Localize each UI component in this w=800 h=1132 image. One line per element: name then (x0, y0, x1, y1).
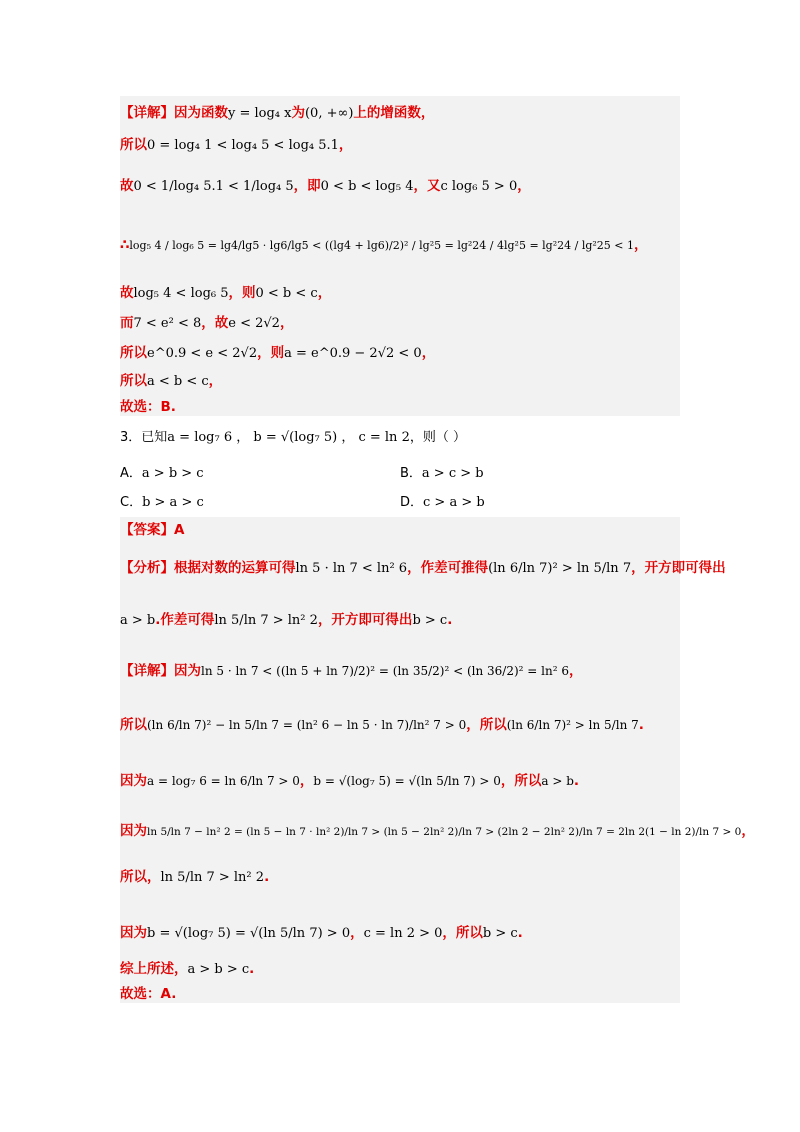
detail-line-7: 所以e^0.9 < e < 2√2，则a = e^0.9 − 2√2 < 0， (120, 345, 436, 361)
detail-line-6: 而7 < e² < 8，故e < 2√2， (120, 315, 294, 331)
answer-line: 【答案】A (120, 522, 185, 538)
detail2-line-5: 所以，ln 5/ln 7 > ln² 2. (120, 869, 270, 885)
answer-choice-a: 故选：A. (120, 986, 177, 1002)
detail2-line-3: 因为a = log₇ 6 = ln 6/ln 7 > 0，b = √(log₇ 5) = √(ln 5/ln 7) > 0，所以a > b. (120, 773, 580, 789)
detail-line-1: 【详解】因为函数y = log₄ x为(0, +∞)上的增函数， (120, 105, 435, 121)
analysis-line-2: a > b.作差可得ln 5/ln 7 > ln² 2，开方即可得出b > c. (120, 612, 453, 628)
option-c: C．b > a > c (120, 495, 204, 510)
detail-line-4: ∴log₅ 4 / log₆ 5 = lg4/lg5 · lg6/lg5 < ((lg4 + lg6)/2)² / lg²5 = lg²24 / 4lg²5 = lg²24 / lg²25 < 1， (120, 237, 648, 253)
detail2-line-1: 【详解】因为ln 5 · ln 7 < ((ln 5 + ln 7)/2)² = (ln 35/2)² < (ln 36/2)² = ln² 6， (120, 663, 583, 679)
answer-choice-b: 故选：B. (120, 399, 176, 415)
detail-line-2: 所以0 = log₄ 1 < log₄ 5 < log₄ 5.1， (120, 137, 353, 153)
question-3-stem: 3．已知a = log₇ 6 ， b = √(log₇ 5) ， c = ln 2，则（ ） (120, 430, 466, 445)
detail-line-5: 故log₅ 4 < log₆ 5，则0 < b < c， (120, 285, 332, 301)
detail-line-8: 所以a < b < c， (120, 373, 223, 389)
option-d: D．c > a > b (400, 495, 485, 510)
detail2-line-4: 因为ln 5/ln 7 − ln² 2 = (ln 5 − ln 7 · ln² 2)/ln 7 > (ln 5 − 2ln² 2)/ln 7 > (2ln 2 − 2ln² 2)/ln 7 = 2ln 2(1 − ln 2)/ln 7 > 0， (120, 823, 755, 839)
detail2-line-7: 综上所述，a > b > c. (120, 961, 255, 977)
detail2-line-6: 因为b = √(log₇ 5) = √(ln 5/ln 7) > 0，c = ln 2 > 0，所以b > c. (120, 925, 523, 941)
option-a: A．a > b > c (120, 466, 204, 481)
detail2-line-2: 所以(ln 6/ln 7)² − ln 5/ln 7 = (ln² 6 − ln 5 · ln 7)/ln² 7 > 0，所以(ln 6/ln 7)² > ln 5/ln 7. (120, 717, 644, 733)
analysis-line-1: 【分析】根据对数的运算可得ln 5 · ln 7 < ln² 6，作差可推得(ln 6/ln 7)² > ln 5/ln 7，开方即可得出 (120, 560, 726, 576)
option-b: B．a > c > b (400, 466, 484, 481)
detail-line-3: 故0 < 1/log₄ 5.1 < 1/log₄ 5，即0 < b < log₅ 4，又c log₆ 5 > 0， (120, 178, 531, 194)
